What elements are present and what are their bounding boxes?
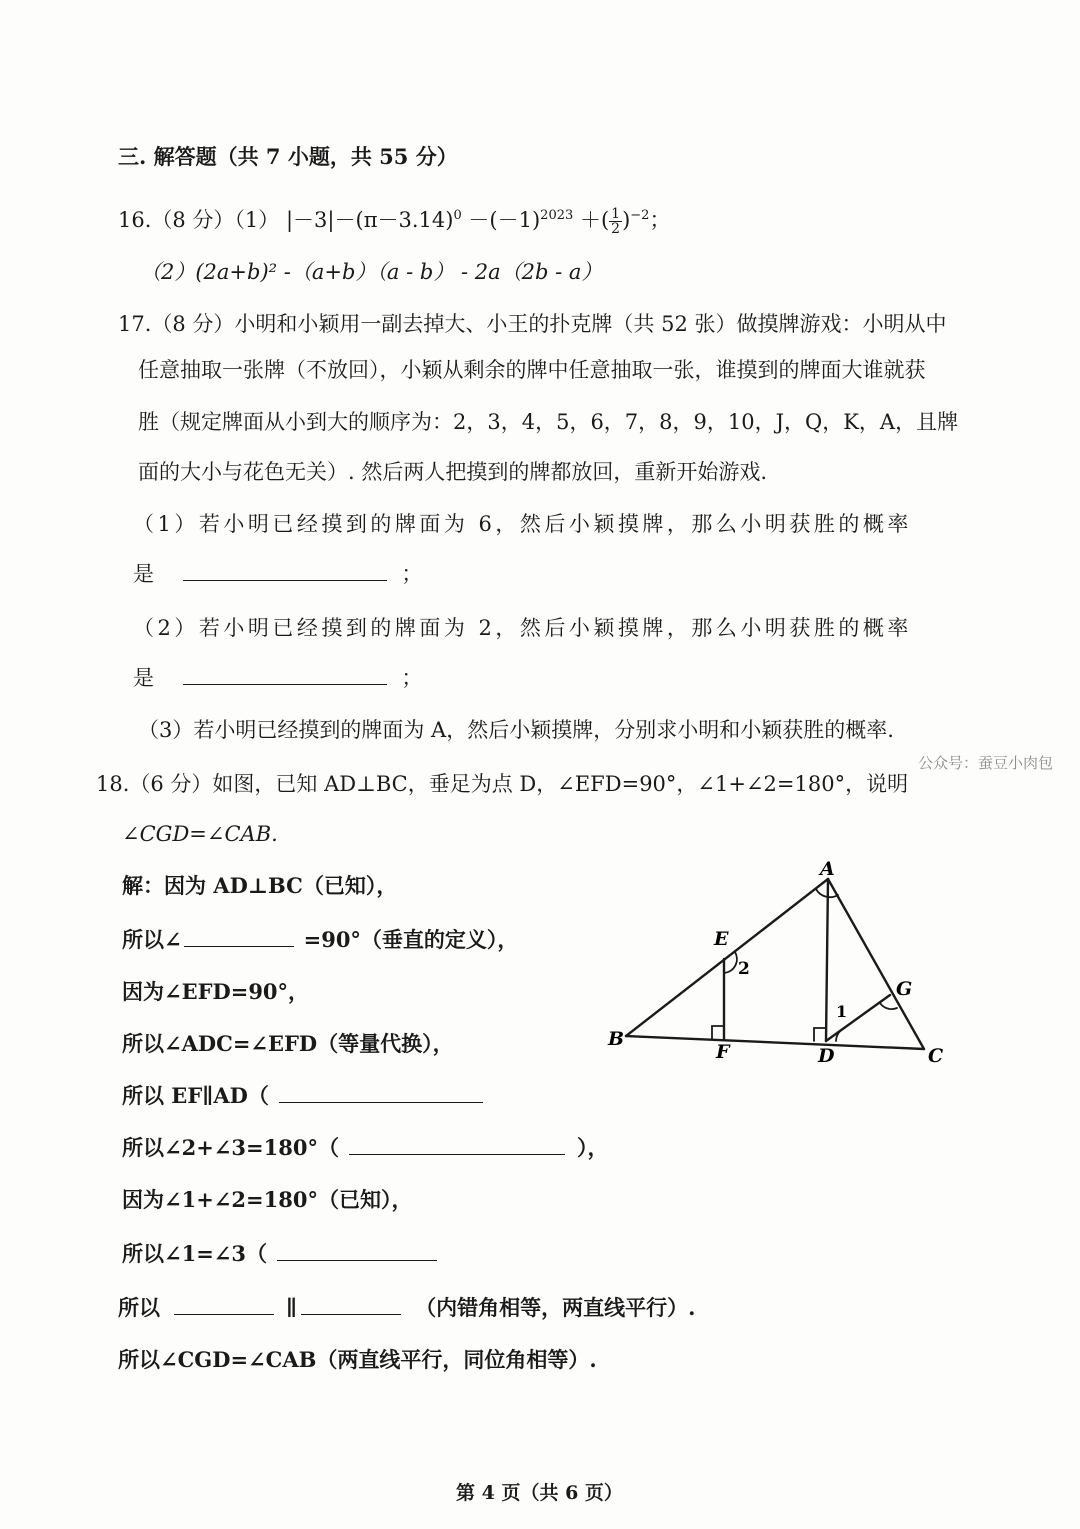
q17-p2-answer-blank[interactable] (183, 666, 387, 685)
label-D: D (818, 1045, 835, 1067)
q18-line2: ∠CGD=∠CAB. (122, 822, 278, 846)
q16-frac-den: 2 (611, 221, 621, 237)
q16-exp0: 0 (453, 208, 462, 223)
q18-step8 (122, 1240, 437, 1268)
q18-step8-blank[interactable] (277, 1242, 437, 1261)
q17-p2-end: ； (401, 666, 423, 690)
q16-part1 (118, 202, 670, 236)
q18-step9-post: （内错角相等，两直线平行）. (415, 1295, 696, 1320)
segment-AD (826, 879, 828, 1041)
segment-BA (626, 879, 828, 1036)
q18-step9-mid: ∥ (286, 1295, 298, 1320)
label-B: B (608, 1028, 625, 1050)
q16-frac-num: 1 (611, 206, 621, 222)
q18-step6-pre: 所以∠2+∠3=180°（ (122, 1135, 339, 1160)
triangle-figure (600, 855, 960, 1075)
q16-exp-neg2: −2 (630, 208, 650, 223)
q16-expr-a: |－3|－(π－3.14) (285, 208, 454, 232)
q18-step9-blank1[interactable] (174, 1296, 274, 1315)
q17-line1: 17.（8 分）小明和小颖用一副去掉大、小王的扑克牌（共 52 张）做摸牌游戏：小明从中 (118, 312, 947, 336)
angle-mark-G (880, 1003, 897, 1009)
q18-step8-pre: 所以∠1=∠3（ (122, 1241, 268, 1266)
q17-p3: （3）若小明已经摸到的牌面为 A，然后小颖摸牌，分别求小明和小颖获胜的概率. (138, 718, 894, 742)
q17-p1-pre: 是 (133, 562, 154, 586)
q16-part2: （2）(2a+b)² -（a+b）（a - b） - 2a（2b - a） (140, 260, 603, 284)
q18-step2 (122, 926, 518, 954)
q18-line1: 18.（6 分）如图，已知 AD⊥BC，垂足为点 D，∠EFD=90°，∠1+∠2=180°，说明 (96, 772, 909, 796)
q18-step6-blank[interactable] (349, 1136, 565, 1155)
label-F: F (716, 1041, 730, 1063)
q18-step5 (122, 1082, 483, 1110)
q16-expr-d: ) (622, 208, 631, 232)
q16-expr-c: ＋( (579, 208, 610, 232)
q16-fraction (609, 207, 622, 236)
q17-p1-end: ； (401, 562, 423, 586)
q16-exp2023: 2023 (540, 208, 574, 223)
segment-AC (828, 879, 924, 1049)
label-angle-2: 2 (738, 959, 750, 979)
q16-expr-b: －(－1) (468, 208, 541, 232)
q18-step5-blank[interactable] (279, 1084, 483, 1103)
q18-step2-post: =90°（垂直的定义）， (303, 927, 519, 952)
q17-p2-line1: （2）若小明已经摸到的牌面为 2，然后小颖摸牌，那么小明获胜的概率 (133, 616, 912, 640)
right-angle-F (712, 1026, 724, 1039)
q17-p1-answer-blank[interactable] (183, 562, 387, 581)
q18-step10: 所以∠CGD=∠CAB（两直线平行，同位角相等）. (118, 1347, 597, 1372)
q17-p1-line1: （1）若小明已经摸到的牌面为 6，然后小颖摸牌，那么小明获胜的概率 (133, 512, 912, 536)
q18-step7: 因为∠1+∠2=180°（已知）， (122, 1187, 413, 1212)
q16-end: ； (649, 208, 671, 232)
q17-line4: 面的大小与花色无关）. 然后两人把摸到的牌都放回，重新开始游戏. (138, 460, 768, 484)
q17-p1-line2 (133, 560, 422, 588)
q18-step1: 解：因为 AD⊥BC（已知）， (122, 873, 398, 898)
q18-step4: 所以∠ADC=∠EFD（等量代换）， (122, 1031, 454, 1056)
q18-step6-post: ）， (576, 1135, 609, 1160)
label-G: G (896, 978, 913, 1000)
q18-step9 (118, 1294, 695, 1322)
label-A: A (820, 858, 835, 880)
segment-BC (626, 1036, 924, 1049)
q18-step2-pre: 所以∠ (122, 927, 182, 952)
q18-step9-pre: 所以 (118, 1295, 160, 1320)
q18-step5-pre: 所以 EF∥AD（ (122, 1083, 269, 1108)
q17-line2: 任意抽取一张牌（不放回），小颖从剩余的牌中任意抽取一张，谁摸到的牌面大谁就获 (138, 358, 926, 382)
q18-step3: 因为∠EFD=90°， (122, 979, 310, 1004)
label-C: C (928, 1045, 944, 1067)
q18-step9-blank2[interactable] (301, 1296, 401, 1315)
section-title: 三. 解答题（共 7 小题，共 55 分） (118, 144, 458, 169)
page-footer: 第 4 页（共 6 页） (456, 1482, 623, 1504)
right-angle-D (814, 1028, 826, 1041)
q17-p2-line2 (133, 664, 422, 692)
q17-line3: 胜（规定牌面从小到大的顺序为：2，3，4，5，6，7，8，9，10，J，Q，K，A，且牌 (138, 410, 959, 434)
q18-step2-blank[interactable] (184, 928, 294, 947)
q16-head: 16.（8 分）（1） (118, 208, 280, 232)
label-angle-1: 1 (836, 1002, 848, 1021)
watermark: 公众号：蚕豆小肉包 (918, 754, 1054, 772)
label-E: E (714, 928, 729, 950)
q18-step6 (122, 1134, 608, 1162)
q17-p2-pre: 是 (133, 666, 154, 690)
